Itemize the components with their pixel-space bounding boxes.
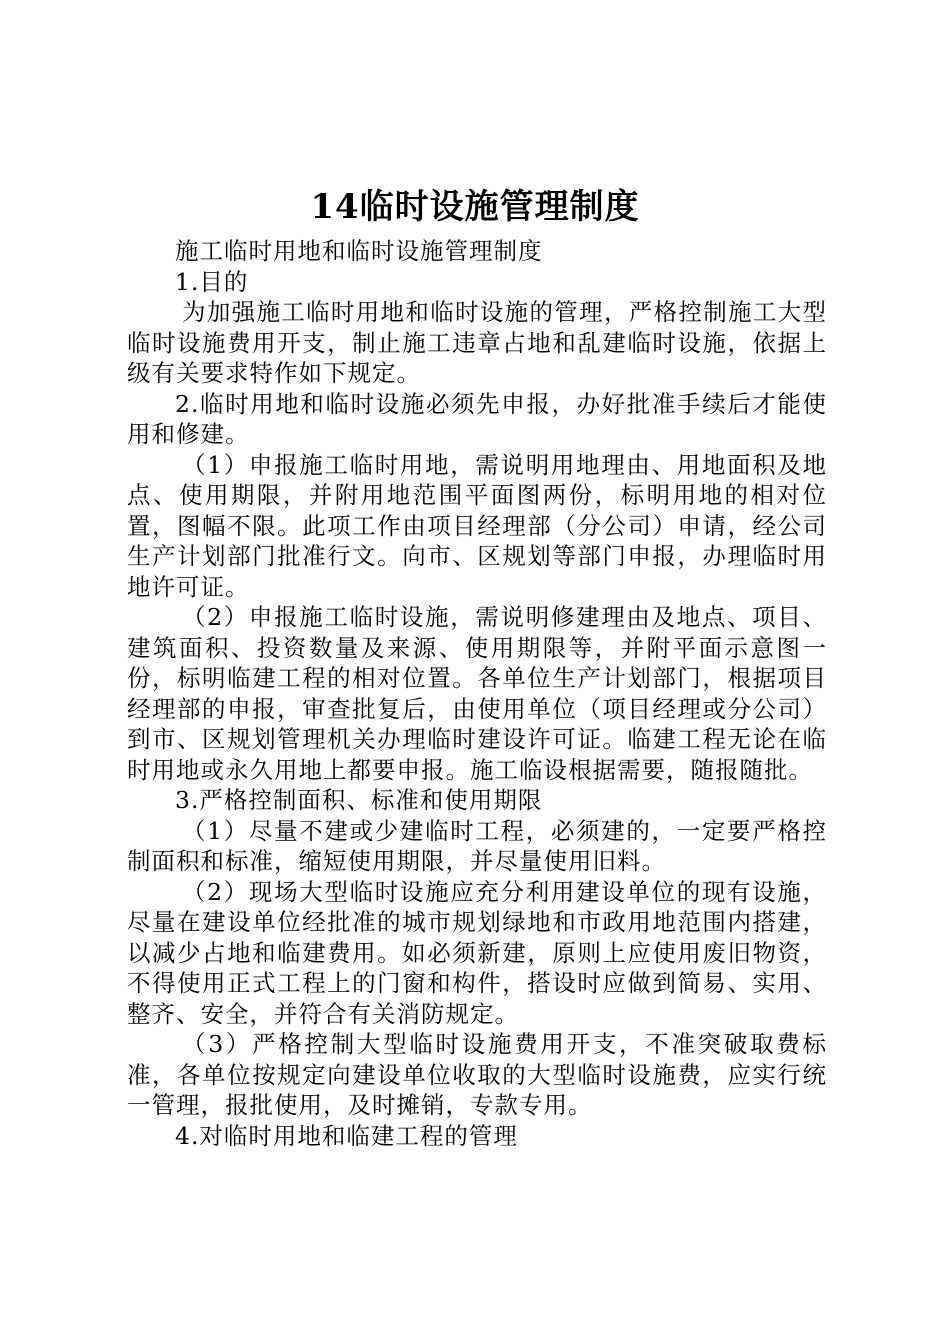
paragraph-application-2: （2）申报施工临时设施，需说明修建理由及地点、项目、建筑面积、投资数量及来源、使用期限等，并附平面示意图一份，标明临建工程的相对位置。各单位生产计划部门，根据项目经理部的申报，审查批复后，由使用单位（项目经理或分公司）到市、区规划管理机关办理临时建设许可证。临建工程无论在临时用地或永久用地上都要申报。施工临设根据需要，随报随批。 [127,603,827,784]
section-heading-purpose: 1.目的 [175,267,249,296]
paragraph-purpose: 为加强施工临时用地和临时设施的管理，严格控制施工大型临时设施费用开支，制止施工违章占地和乱建临时设施，依据上级有关要求特作如下规定。 [127,298,827,387]
paragraph-application-1: （1）申报施工临时用地，需说明用地理由、用地面积及地点、使用期限，并附用地范围平面图两份，标明用地的相对位置，图幅不限。此项工作由项目经理部（分公司）申请，经公司生产计划部门批准行文。向市、区规划等部门申报，办理临时用地许可证。 [127,450,827,601]
paragraph-control-1: （1）尽量不建或少建临时工程，必须建的，一定要严格控制面积和标准，缩短使用期限，并尽量使用旧料。 [127,816,827,875]
paragraph-control-2: （2）现场大型临时设施应充分利用建设单位的现有设施，尽量在建设单位经批准的城市规划绿地和市政用地范围内搭建，以减少占地和临建费用。如必须新建，原则上应使用废旧物资，不得使用正式工程上的门窗和构件，搭设时应做到简易、实用、整齐、安全，并符合有关消防规定。 [127,877,827,1028]
document-body [127,236,827,1151]
section-heading-control: 3.严格控制面积、标准和使用期限 [175,786,543,814]
subtitle-paragraph: 施工临时用地和临时设施管理制度 [175,237,543,265]
document-title: 14临时设施管理制度 [310,187,640,227]
section-heading-application: 2.临时用地和临时设施必须先申报，办好批准手续后才能使用和修建。 [127,389,827,448]
section-heading-management: 4.对临时用地和临建工程的管理 [175,1121,518,1150]
paragraph-control-3: （3）严格控制大型临时设施费用开支，不准突破取费标准，各单位按规定向建设单位收取的大型临时设施费，应实行统一管理，报批使用，及时摊销，专款专用。 [127,1030,827,1119]
